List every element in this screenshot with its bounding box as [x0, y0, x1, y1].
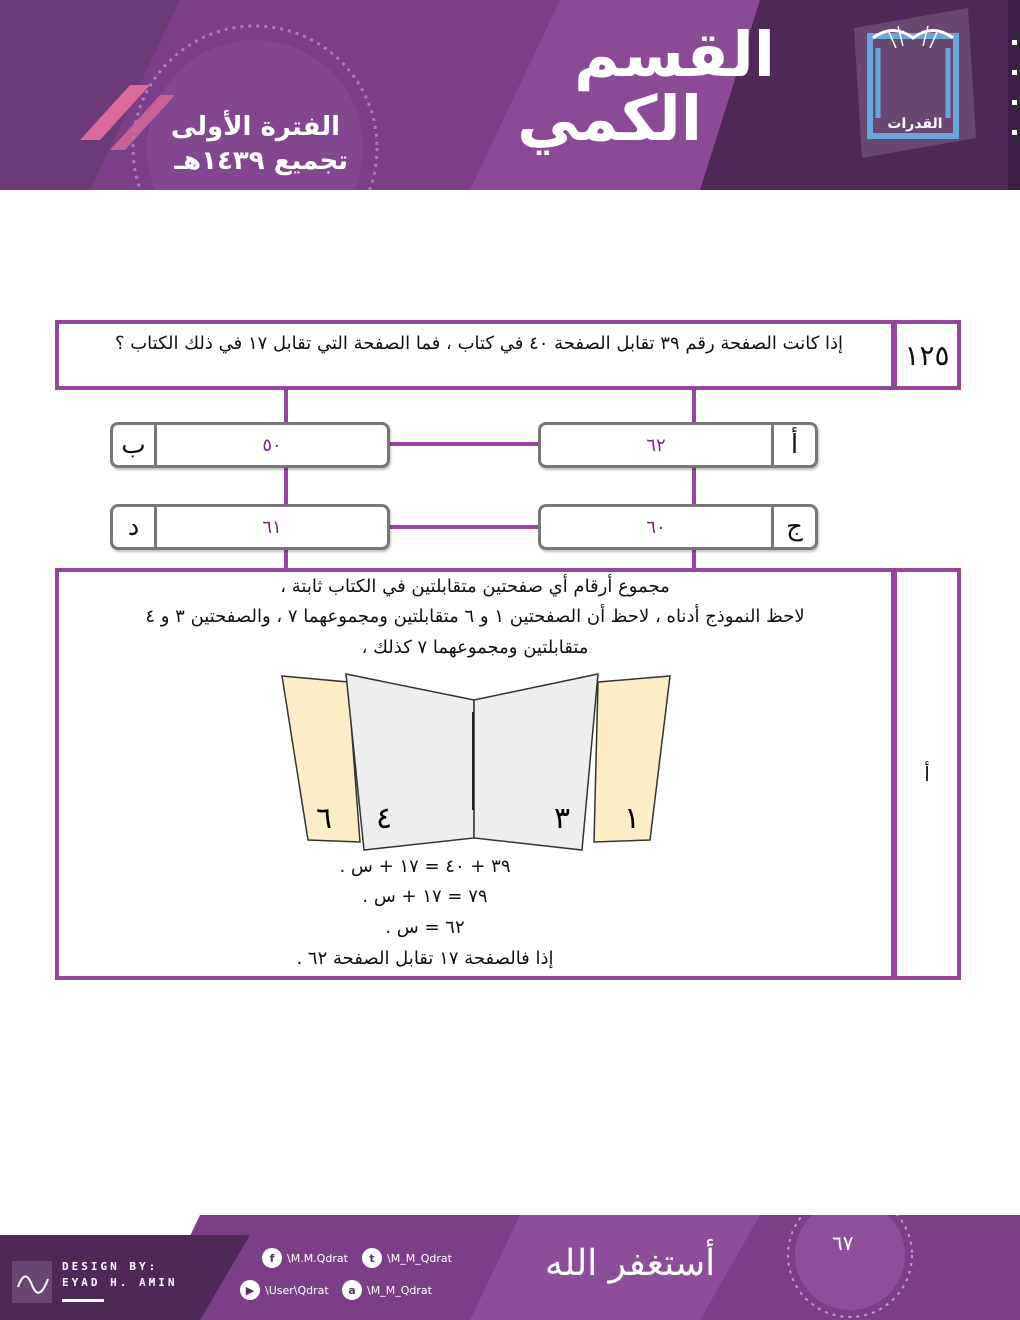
- option-a[interactable]: [538, 422, 818, 468]
- option-d[interactable]: [110, 504, 390, 550]
- section-title: القسم: [574, 18, 775, 91]
- connector-top-horizontal: [388, 442, 540, 446]
- designer-name: EYAD H. AMIN: [62, 1276, 178, 1289]
- option-d-letter: د: [113, 507, 157, 547]
- option-c-letter: ج: [771, 507, 815, 547]
- page-label-1: ١: [623, 801, 641, 836]
- question-number: ١٢٥: [893, 320, 961, 390]
- page-label-3: ٣: [553, 801, 571, 836]
- page-number: ٦٧: [832, 1231, 854, 1255]
- connector-bottom-horizontal: [388, 525, 540, 529]
- solution-answer: أ: [893, 568, 961, 980]
- option-b-letter: ب: [113, 425, 157, 465]
- book-page-3: [474, 674, 598, 850]
- option-b-value: ٥٠: [262, 434, 282, 456]
- snapchat-link[interactable]: [342, 1280, 432, 1300]
- twitter-link[interactable]: [362, 1248, 452, 1268]
- question-box: [55, 320, 895, 390]
- page-header: [0, 0, 1020, 190]
- option-a-letter: أ: [771, 425, 815, 465]
- youtube-icon: ▶: [240, 1280, 260, 1300]
- option-b[interactable]: [110, 422, 390, 468]
- equation-2: ٧٩ = ١٧ + س .: [362, 886, 488, 907]
- page-footer: [0, 1215, 1020, 1320]
- facebook-icon: f: [262, 1248, 282, 1268]
- page-label-6: ٦: [315, 801, 333, 836]
- facebook-handle: \M.M.Qdrat: [287, 1251, 348, 1265]
- question-text: إذا كانت الصفحة رقم ٣٩ تقابل الصفحة ٤٠ في كتاب ، فما الصفحة التي تقابل ١٧ في ذلك الكتاب ؟: [114, 333, 844, 354]
- design-label: DESIGN BY:: [62, 1260, 159, 1273]
- solution-line-2: لاحظ النموذج أدناه ، لاحظ أن الصفحتين ١ و ٦ متقابلتين ومجموعهما ٧ ، والصفحتين ٣ و ٤: [145, 606, 805, 627]
- twitter-icon: t: [362, 1248, 382, 1268]
- calligraphy-text: أستغفر الله: [545, 1243, 716, 1284]
- facebook-link[interactable]: [262, 1248, 348, 1268]
- designer-signature: [10, 1257, 55, 1317]
- solution-line-1: مجموع أرقام أي صفحتين متقابلتين في الكتاب ثابتة ،: [280, 576, 670, 597]
- conclusion: إذا فالصفحة ١٧ تقابل الصفحة ٦٢ .: [296, 948, 554, 969]
- option-c[interactable]: [538, 504, 818, 550]
- option-a-value: ٦٢: [646, 434, 666, 456]
- section-subtitle: الكمي: [517, 82, 702, 155]
- youtube-link[interactable]: [240, 1280, 329, 1300]
- equation-1: ٣٩ + ٤٠ = ١٧ + س .: [339, 856, 511, 877]
- option-c-value: ٦٠: [646, 516, 666, 538]
- period-label: الفترة الأولى: [170, 112, 340, 142]
- collection-label: تجميع ١٤٣٩هـ: [174, 146, 348, 176]
- logo-text: القدرات: [887, 116, 943, 132]
- open-book-diagram: [278, 670, 678, 855]
- snapchat-icon: a: [342, 1280, 362, 1300]
- design-credit: [62, 1259, 177, 1291]
- book-page-4: [346, 674, 474, 850]
- equation-3: ٦٢ = س .: [385, 917, 465, 938]
- design-underline: [62, 1299, 104, 1302]
- twitter-handle: \M_M_Qdrat: [387, 1251, 452, 1265]
- solution-line-3: متقابلتين ومجموعهما ٧ كذلك ،: [361, 637, 589, 658]
- youtube-handle: \User\Qdrat: [265, 1283, 329, 1297]
- qudurat-logo: [848, 8, 978, 158]
- option-d-value: ٦١: [262, 516, 282, 538]
- snapchat-handle: \M_M_Qdrat: [367, 1283, 432, 1297]
- page-label-4: ٤: [375, 801, 393, 836]
